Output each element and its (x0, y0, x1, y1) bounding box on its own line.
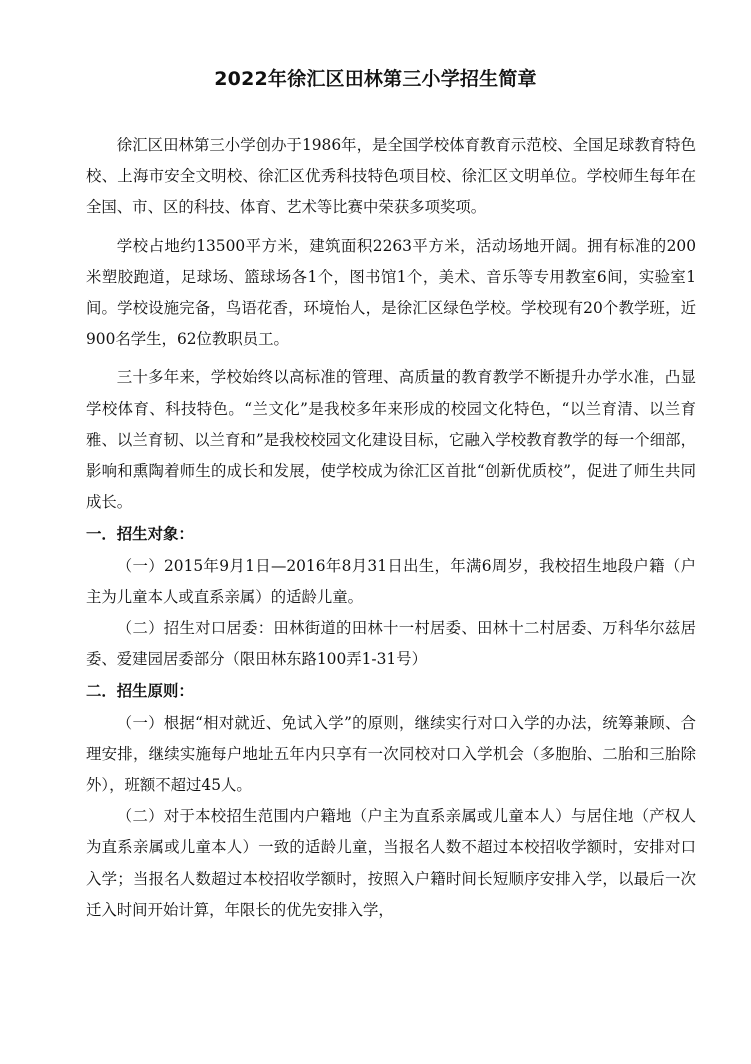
section1-item-2: （二）招生对口居委：田林街道的田林十一村居委、田林十二村居委、万科华尔兹居委、爱建园居委部分（限田林东路100弄1-31号） (86, 619, 696, 669)
intro-paragraph-3: 三十多年来，学校始终以高标准的管理、高质量的教育教学不断提升办学水准，凸显学校体育、科技特色。“兰文化”是我校多年来形成的校园文化特色，“以兰育清、以兰育雅、以兰育韧、以兰育和”是我校校园文化建设目标，它融入学校教育教学的每一个细部，影响和熏陶着师生的成长和发展，使学校成为徐汇区首批“创新优质校”，促进了师生共同成长。 (86, 368, 696, 512)
section2-item-1: （一）根据“相对就近、免试入学”的原则，继续实行对口入学的办法，统筹兼顾、合理安排，继续实施每户地址五年内只享有一次同校对口入学机会（多胞胎、二胎和三胎除外），班额不超过45人。 (86, 713, 696, 795)
intro-paragraph-1: 徐汇区田林第三小学创办于1986年，是全国学校体育教育示范校、全国足球教育特色校、上海市安全文明校、徐汇区优秀科技特色项目校、徐汇区文明单位。学校师生每年在全国、市、区的科技、体育、艺术等比赛中荣获多项奖项。 (86, 136, 696, 217)
document-title: 2022年徐汇区田林第三小学招生简章 (214, 68, 537, 90)
section-heading-enrollment-principles: 二．招生原则： (86, 682, 194, 701)
document-body (86, 130, 696, 926)
section-heading-enrollment-targets: 一．招生对象： (86, 525, 194, 544)
intro-paragraph-2: 学校占地约13500平方米，建筑面积2263平方米，活动场地开阔。拥有标准的200米塑胶跑道，足球场、篮球场各1个，图书馆1个，美术、音乐等专用教室6间，实验室1间。学校设施完备，鸟语花香，环境怡人，是徐汇区绿色学校。学校现有20个教学班，近900名学生，62位教职员工。 (86, 236, 696, 349)
section2-item-2: （二）对于本校招生范围内户籍地（户主为直系亲属或儿童本人）与居住地（产权人为直系亲属或儿童本人）一致的适龄儿童，当报名人数不超过本校招收学额时，安排对口入学；当报名人数超过本校招收学额时，按照入户籍时间长短顺序安排入学，以最后一次迁入时间开始计算，年限长的优先安排入学， (86, 807, 696, 919)
section1-item-1: （一）2015年9月1日—2016年8月31日出生，年满6周岁，我校招生地段户籍（户主为儿童本人或直系亲属）的适龄儿童。 (86, 556, 696, 606)
